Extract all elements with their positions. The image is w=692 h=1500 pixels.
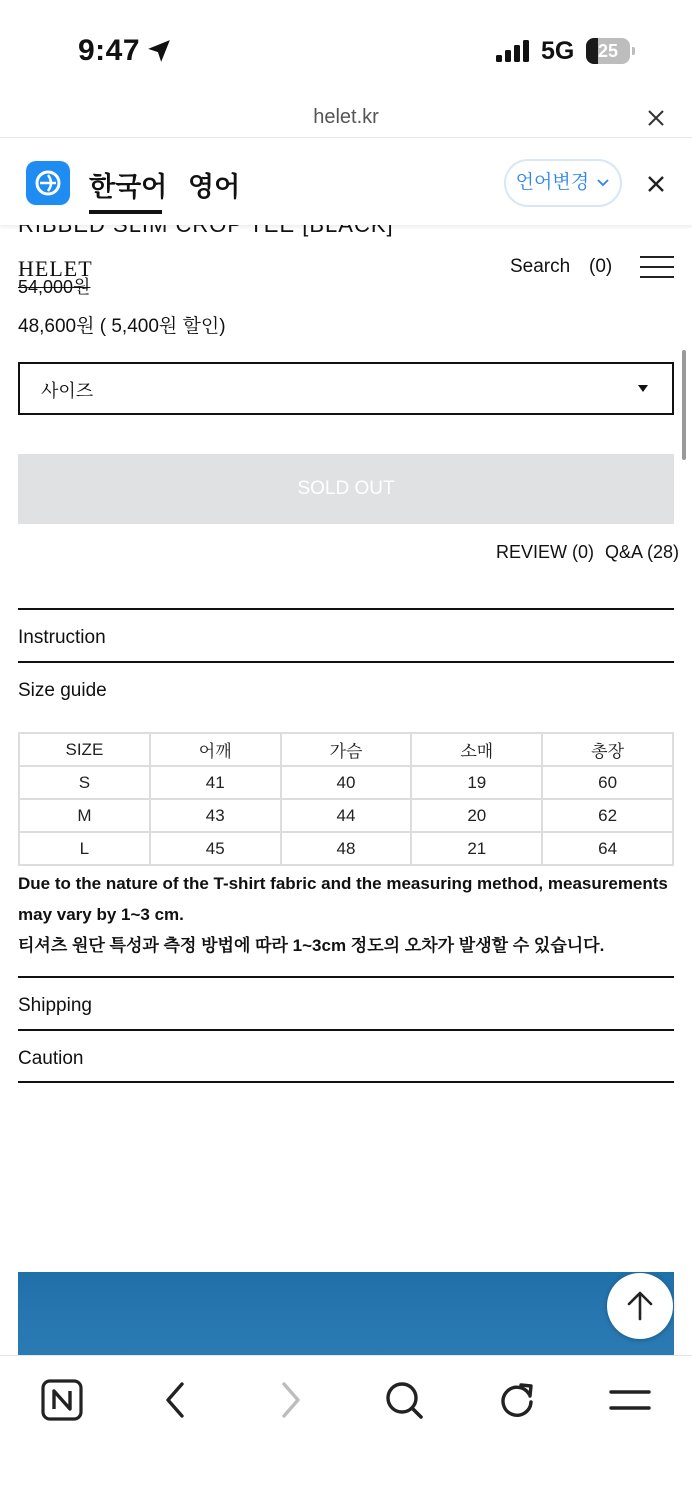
close-icon[interactable] [646, 108, 666, 128]
scrollbar[interactable] [682, 350, 686, 460]
size-notice-korean: 티셔츠 원단 특성과 측정 방법에 따라 1~3cm 정도의 오차가 발생할 수 있습니다. [18, 936, 605, 955]
table-cell: 64 [542, 832, 673, 865]
table-row [19, 832, 673, 865]
size-notice [18, 868, 668, 961]
back-icon[interactable] [154, 1378, 198, 1422]
battery-level: 25 [597, 41, 619, 61]
sold-out-button[interactable]: SOLD OUT [18, 454, 674, 524]
table-cell: 41 [150, 766, 281, 799]
dropdown-arrow-icon [638, 385, 648, 392]
size-table [18, 732, 674, 866]
forward-icon[interactable] [268, 1378, 312, 1422]
table-cell: 44 [281, 799, 412, 832]
divider [18, 976, 674, 978]
naver-home-icon[interactable] [40, 1378, 84, 1422]
table-cell: L [19, 832, 150, 865]
battery-icon [586, 38, 636, 64]
table-cell: S [19, 766, 150, 799]
table-header-row [19, 733, 673, 766]
table-cell: 40 [281, 766, 412, 799]
product-image-banner [18, 1272, 674, 1356]
accordion-shipping[interactable]: Shipping [18, 995, 92, 1016]
translate-bar [0, 139, 692, 225]
change-language-label: 언어변경 [515, 172, 590, 193]
table-header-cell: 가슴 [281, 733, 412, 766]
menu-icon[interactable] [608, 1378, 652, 1422]
refresh-icon[interactable] [495, 1378, 539, 1422]
table-cell: 62 [542, 799, 673, 832]
network-type: 5G [541, 37, 575, 65]
table-cell: 19 [411, 766, 542, 799]
size-select[interactable] [18, 362, 674, 415]
active-tab-indicator [89, 210, 162, 214]
table-cell: 45 [150, 832, 281, 865]
accordion-caution[interactable]: Caution [18, 1048, 84, 1069]
arrow-up-icon [607, 1273, 673, 1339]
review-link[interactable]: REVIEW (0) [496, 542, 595, 562]
divider [18, 1029, 674, 1031]
table-header-cell: 소매 [411, 733, 542, 766]
table-cell: 21 [411, 832, 542, 865]
table-cell: M [19, 799, 150, 832]
divider [18, 661, 674, 663]
location-arrow-icon [146, 38, 172, 64]
table-cell: 43 [150, 799, 281, 832]
table-header-cell: 총장 [542, 733, 673, 766]
papago-logo-icon [26, 161, 70, 205]
sale-price: 48,600원 ( 5,400원 할인) [18, 316, 226, 337]
change-language-button[interactable] [504, 159, 622, 207]
accordion-size-guide[interactable]: Size guide [18, 680, 107, 701]
cart-count[interactable]: (0) [589, 256, 613, 277]
size-select-label: 사이즈 [41, 381, 94, 401]
accordion-instruction[interactable]: Instruction [18, 627, 106, 648]
table-row [19, 799, 673, 832]
status-bar [0, 0, 692, 100]
url-domain[interactable]: helet.kr [313, 106, 379, 128]
table-header-cell: SIZE [19, 733, 150, 766]
scroll-to-top-button[interactable] [607, 1273, 673, 1339]
table-row [19, 766, 673, 799]
site-logo[interactable]: HELET [18, 256, 93, 281]
divider [18, 608, 674, 610]
chevron-down-icon [596, 178, 610, 188]
search-link[interactable]: Search [510, 256, 571, 277]
size-notice-english: Due to the nature of the T-shirt fabric and the measuring method, measurements may vary by 1~3 cm. [18, 874, 668, 924]
tab-english[interactable]: 영어 [188, 172, 241, 202]
tab-korean[interactable]: 한국어 [89, 172, 168, 202]
hamburger-menu-icon[interactable] [640, 254, 676, 280]
table-cell: 60 [542, 766, 673, 799]
signal-icon [496, 40, 532, 62]
qna-link[interactable]: Q&A (28) [605, 542, 680, 562]
divider [18, 1081, 674, 1083]
original-price: 54,000원 [18, 277, 91, 297]
url-bar[interactable] [0, 100, 692, 138]
status-time: 9:47 [78, 34, 141, 67]
table-cell: 20 [411, 799, 542, 832]
search-icon[interactable] [382, 1378, 426, 1422]
table-cell: 48 [281, 832, 412, 865]
browser-toolbar [0, 1355, 692, 1500]
table-header-cell: 어깨 [150, 733, 281, 766]
close-translate-icon[interactable] [646, 174, 666, 194]
